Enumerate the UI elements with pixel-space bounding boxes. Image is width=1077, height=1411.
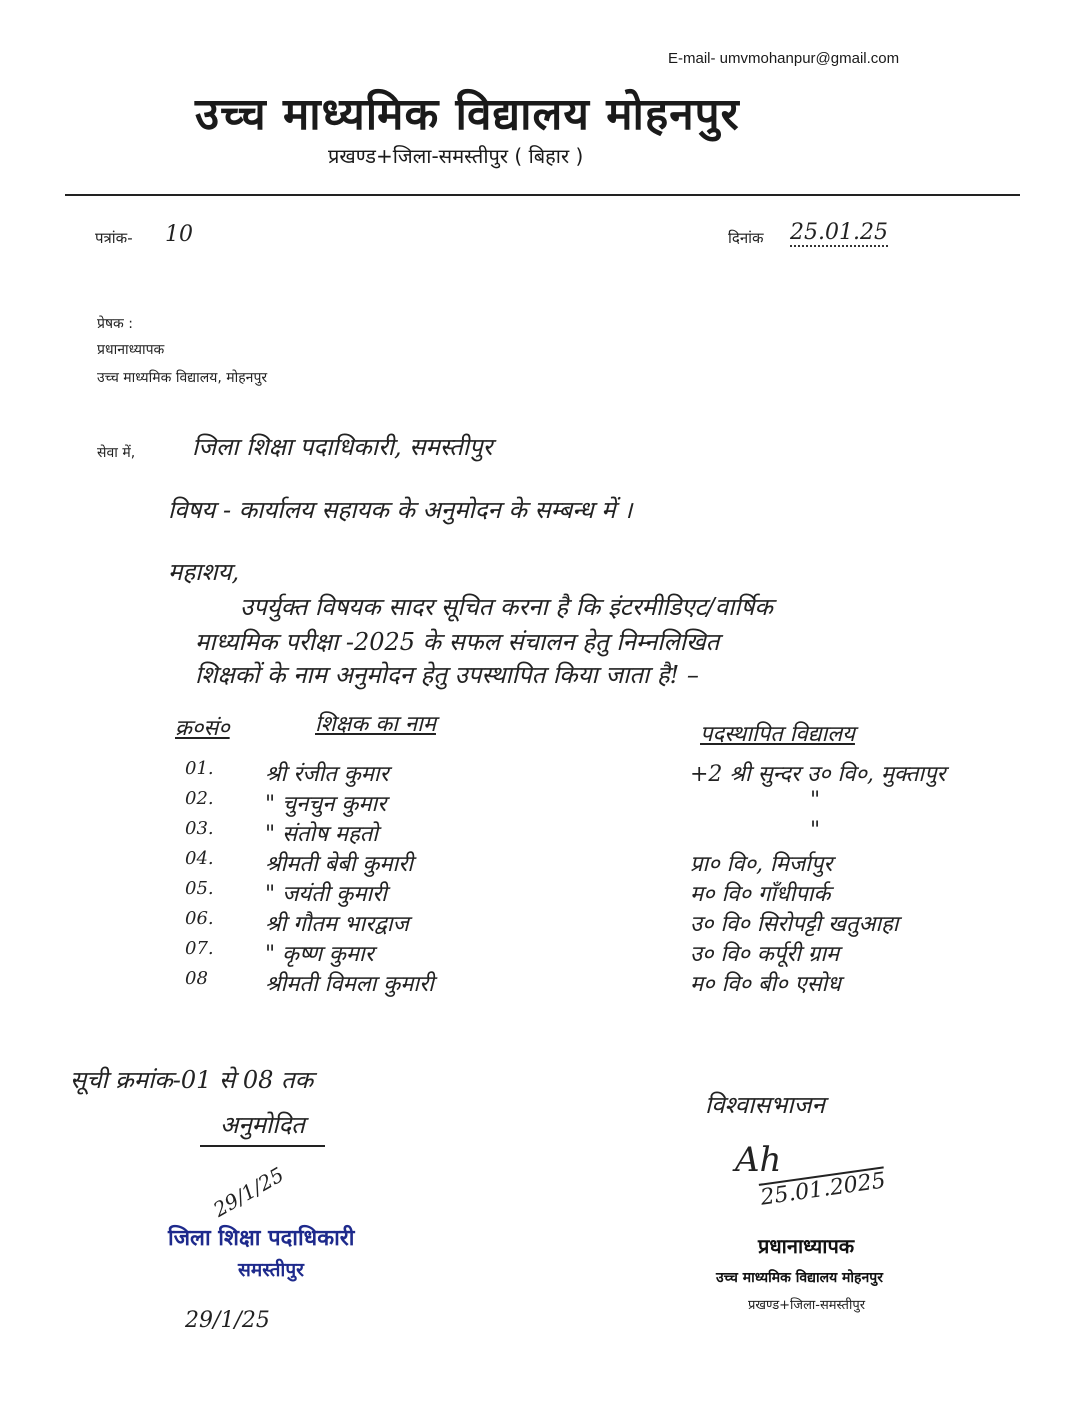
row-number: 03. bbox=[185, 818, 214, 839]
row-posted-school: +2 श्री सुन्दर उ० वि०, मुक्तापुर bbox=[690, 762, 946, 787]
row-teacher-name: श्रीमती विमला कुमारी bbox=[265, 972, 434, 997]
row-posted-school: प्रा० वि०, मिर्जापुर bbox=[690, 852, 833, 877]
row-number: 05. bbox=[185, 878, 214, 899]
row-posted-school: म० वि० बी० एसोध bbox=[690, 972, 841, 997]
email-address: E-mail- umvmohanpur@gmail.com bbox=[668, 50, 900, 67]
row-number: 02. bbox=[185, 788, 214, 809]
school-address: प्रखण्ड+जिला-समस्तीपुर ( बिहार ) bbox=[328, 144, 584, 168]
reference-number: 10 bbox=[165, 222, 193, 247]
row-posted-school: " bbox=[810, 818, 821, 843]
row-number: 06. bbox=[185, 908, 214, 929]
subject-line: विषय - कार्यालय सहायक के अनुमोदन के सम्बन्ध में । bbox=[168, 496, 633, 524]
reference-label: पत्रांक- bbox=[95, 229, 133, 247]
header-serial: क्र०सं० bbox=[175, 716, 230, 741]
row-posted-school: " bbox=[810, 788, 821, 813]
letterhead-divider bbox=[65, 194, 1020, 196]
head-stamp-school: उच्च माध्यमिक विद्यालय मोहनपुर bbox=[716, 1270, 883, 1286]
head-sign-date: 25.01.2025 bbox=[759, 1168, 888, 1211]
row-teacher-name: श्री गौतम भारद्वाज bbox=[265, 912, 409, 937]
initial-date: 29/1/25 bbox=[185, 1308, 270, 1333]
sender-designation: प्रधानाध्यापक bbox=[97, 342, 165, 358]
head-stamp-address: प्रखण्ड+जिला-समस्तीपुर bbox=[748, 1298, 866, 1313]
header-teacher-name: शिक्षक का नाम bbox=[315, 712, 436, 737]
approval-word: अनुमोदित bbox=[200, 1108, 325, 1147]
row-teacher-name: " संतोष महतो bbox=[265, 822, 379, 847]
deo-stamp-title: जिला शिक्षा पदाधिकारी bbox=[168, 1226, 355, 1251]
row-number: 08 bbox=[185, 968, 208, 989]
body-line-3: शिक्षकों के नाम अनुमोदन हेतु उपस्थापित किया जाता है! – bbox=[195, 661, 699, 689]
salutation: महाशय, bbox=[168, 558, 240, 586]
school-name-heading: उच्च माध्यमिक विद्यालय मोहनपुर bbox=[195, 89, 740, 140]
deo-signature: 29/1/25 bbox=[209, 1162, 288, 1222]
row-posted-school: म० वि० गाँधीपार्क bbox=[690, 882, 831, 907]
row-teacher-name: " कृष्ण कुमार bbox=[265, 942, 374, 967]
row-teacher-name: " जयंती कुमारी bbox=[265, 882, 387, 907]
deo-stamp-place: समस्तीपुर bbox=[238, 1259, 304, 1281]
row-number: 04. bbox=[185, 848, 214, 869]
row-teacher-name: " चुनचुन कुमार bbox=[265, 792, 387, 817]
row-posted-school: उ० वि० कर्पूरी ग्राम bbox=[690, 942, 840, 967]
row-number: 01. bbox=[185, 758, 214, 779]
closing-text: विश्वासभाजन bbox=[705, 1091, 825, 1119]
date-value: 25.01.25 bbox=[790, 220, 888, 245]
row-teacher-name: श्री रंजीत कुमार bbox=[265, 762, 389, 787]
recipient-value: जिला शिक्षा पदाधिकारी, समस्तीपुर bbox=[192, 433, 493, 461]
sender-school: उच्च माध्यमिक विद्यालय, मोहनपुर bbox=[97, 370, 268, 386]
date-label: दिनांक bbox=[728, 229, 764, 247]
approval-note: सूची क्रमांक-01 से 08 तक bbox=[70, 1066, 314, 1094]
row-number: 07. bbox=[185, 938, 214, 959]
row-teacher-name: श्रीमती बेबी कुमारी bbox=[265, 852, 413, 877]
sender-label: प्रेषक : bbox=[97, 316, 133, 332]
recipient-label: सेवा में, bbox=[97, 445, 136, 461]
body-line-2: माध्यमिक परीक्षा -2025 के सफल संचालन हेतु निम्नलिखित bbox=[195, 628, 720, 656]
header-posted-school: पदस्थापित विद्यालय bbox=[700, 722, 855, 747]
row-posted-school: उ० वि० सिरोपट्टी खतुआहा bbox=[690, 912, 899, 937]
head-signature-icon: Ah bbox=[735, 1140, 782, 1180]
head-stamp-designation: प्रधानाध्यापक bbox=[758, 1234, 855, 1258]
body-line-1: उपर्युक्त विषयक सादर सूचित करना है कि इंटरमीडिएट/वार्षिक bbox=[240, 593, 773, 621]
